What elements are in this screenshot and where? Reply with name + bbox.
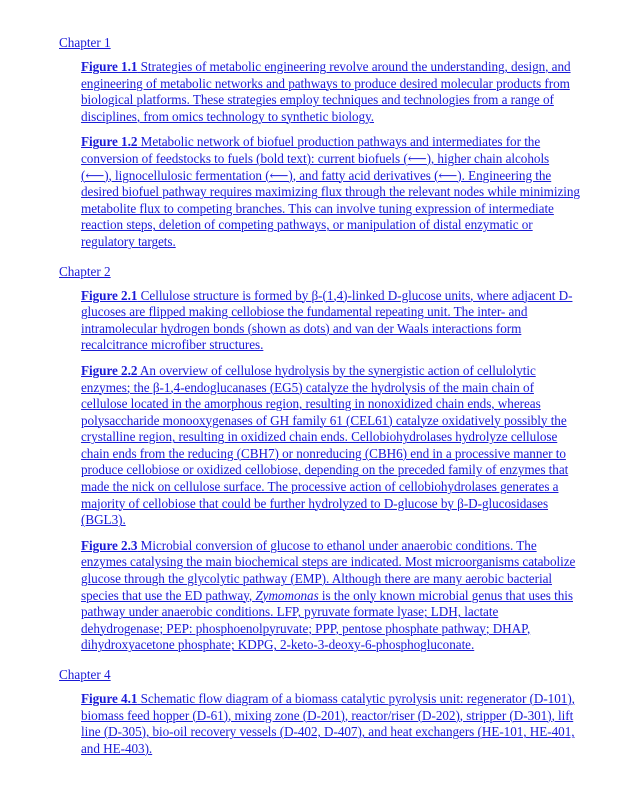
chapter-heading[interactable] — [59, 264, 581, 280]
chapter-2-link[interactable]: Chapter 2 — [59, 263, 111, 279]
figure-caption: Schematic flow diagram of a biomass catalytic pyrolysis unit: regenerator (D-101), biomass feed hopper (D-61), mixing zone (D-201), reactor/riser (D-202), stripper (D-301), lift line (D-305), bio-oil recovery vessels (D-402, D-407), and heat exchangers (HE-101, HE-401, and HE-403). — [81, 691, 575, 756]
figure-entry[interactable] — [81, 59, 581, 125]
figure-caption: An overview of cellulose hydrolysis by the synergistic action of cellulolytic enzymes; the β-1,4-endoglucanases (EG5) catalyze the hydrolysis of the main chain of cellulose located in the amorphous region, resulting in nonoxidized chain ends, whereas polysaccharide monooxygenases of GH family 61 (CEL61) catalyze oxidatively possibly the crystalline region, resulting in oxidized chain ends. Cellobiohydrolases hydrolyze cellulose chain ends from the reducing (CBH7) or nonreducing (CBH6) end in a processive manner to produce cellobiose or oxidized cellobiose, depending on the preceded family of enzymes that made the nick on cellulose surface. The processive action of cellobiohydrolases generates a majority of cellobiose that could be further hydrolyzed to D-glucose by β-D-glucosidases (BGL3). — [81, 362, 569, 528]
figure-label: Figure 1.1 — [81, 59, 138, 74]
chapter-heading[interactable] — [59, 667, 581, 683]
figure-2-1-link[interactable] — [81, 288, 572, 353]
figure-entry[interactable] — [81, 538, 581, 654]
figure-caption: Cellulose structure is formed by β-(1,4)-linked D-glucose units, where adjacent D-glucoses are flipped making cellobiose the fundamental repeating unit. The inter- and intramolecular hydrogen bonds (shown as dots) and van der Waals interactions form recalcitrance microfiber structures. — [81, 287, 573, 353]
figure-2-2-link[interactable] — [81, 363, 568, 527]
figure-caption-part: Microbial conversion of glucose to ethanol under anaerobic conditions. The enzymes catalysing the main biochemical steps are indicated. Most microorganisms catabolize glucose through the glycolytic pathway (EMP). Although there are many aerobic bacterial species that use the ED pathway, — [81, 537, 576, 603]
figure-1-1-link[interactable] — [81, 59, 571, 124]
figure-label: Figure 2.1 — [81, 287, 138, 303]
figure-caption: Metabolic network of biofuel production pathways and intermediates for the conversion of feedstocks to fuels (bold text): current biofuels (⟵), higher chain alcohols (⟵), lignocellulosic fermentation (⟵), and fatty acid derivatives (⟵). Engineering the desired biofuel pathway requires maximizing flux through the relevant nodes while minimizing metabolite flux to competing branches. This can involve tuning expression of intermediate reaction steps, deletion of competing pathways, or manipulation of distal enzymatic or regulatory targets. — [81, 134, 580, 249]
figure-2-3-link[interactable] — [81, 538, 575, 653]
figure-entry[interactable] — [81, 691, 581, 757]
figure-label: Figure 2.3 — [81, 537, 138, 553]
chapter-4-link[interactable]: Chapter 4 — [59, 667, 111, 682]
figure-label: Figure 2.2 — [81, 362, 138, 378]
figure-label: Figure 4.1 — [81, 691, 138, 706]
figure-4-1-link[interactable] — [81, 691, 575, 756]
figure-label: Figure 1.2 — [81, 134, 138, 150]
figure-entry[interactable] — [81, 363, 581, 529]
chapter-1-link[interactable]: Chapter 1 — [59, 35, 111, 50]
genus-name: Zymomonas — [255, 587, 319, 603]
figure-entry[interactable] — [81, 288, 581, 354]
figure-caption: Strategies of metabolic engineering revolve around the understanding, design, and engineering of metabolic networks and pathways to produce desired molecular products from biological platforms. These strategies employ techniques and technologies from a range of disciplines, from omics technology to synthetic biology. — [81, 59, 571, 124]
figure-1-2-link[interactable] — [81, 134, 580, 249]
figure-caption-part: is the only known microbial genus that uses this pathway under anaerobic conditions. LFP, pyruvate formate lyase; LDH, lactate dehydrogenase; PEP: phosphoenolpyruvate; PPP, pentose phosphate pathway; DHAP, dihydroxyacetone phosphate; KDPG, 2-keto-3-deoxy-6-phosphogluconate. — [81, 587, 573, 653]
chapter-heading[interactable] — [59, 35, 581, 51]
figure-entry[interactable] — [81, 134, 581, 250]
